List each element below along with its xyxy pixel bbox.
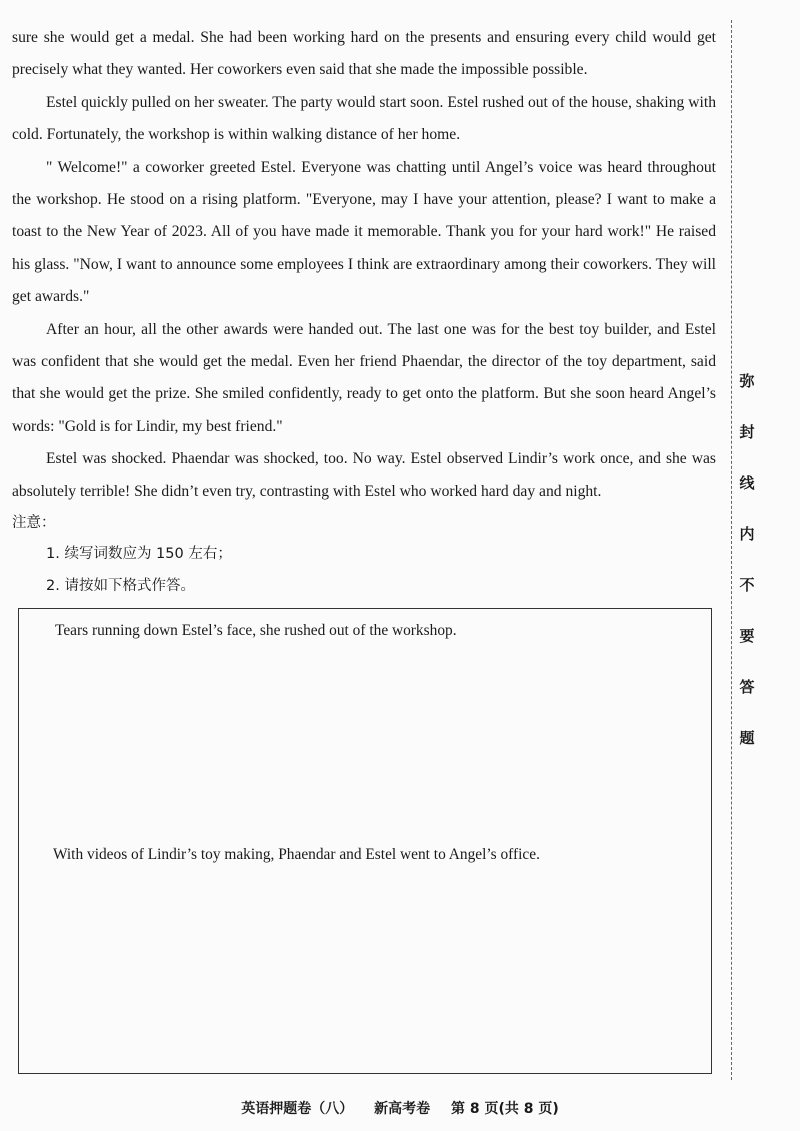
paragraph-opening-1: Tears running down Estel’s face, she rushed out of the workshop. (55, 622, 457, 639)
seal-dashed-line (731, 20, 732, 1080)
story-paragraph: sure she would get a medal. She had been working hard on the presents and ensuring every child would get precisely what they wanted. Her coworkers even said that she made the impossible possible. (12, 29, 716, 79)
seal-char: 要 (739, 627, 755, 645)
footer-page-number: 第 8 页(共 8 页) (450, 1101, 559, 1117)
note-item: 1. 续写词数应为 150 左右； (46, 546, 232, 562)
notes-title: 注意： (12, 515, 56, 531)
story-paragraph: After an hour, all the other awards were handed out. The last one was for the best toy builder, and Estel was confident that she would get the medal. Even her friend Phaendar, the director of the toy department, said that she would get the prize. She smiled confidently, ready to get onto the platform. But she soon heard Angel’s words: "Gold is for Lindir, my best friend." (12, 320, 716, 435)
footer-series: 新高考卷 (374, 1101, 431, 1117)
notes-section (12, 508, 712, 602)
seal-char: 封 (739, 423, 755, 441)
seal-char: 不 (739, 576, 755, 594)
story-paragraph: Estel was shocked. Phaendar was shocked, too. No way. Estel observed Lindir’s work once, and she was absolutely terrible! She didn’t even try, contrasting with Estel who worked hard day and night. (12, 450, 716, 500)
note-item: 2. 请按如下格式作答。 (46, 578, 195, 594)
story-paragraph: " Welcome!" a coworker greeted Estel. Everyone was chatting until Angel’s voice was heard throughout the workshop. He stood on a rising platform. "Everyone, may I have your attention, please? I want to make a toast to the New Year of 2023. All of you have made it memorable. Thank you for your hard work!" He raised his glass. "Now, I want to announce some employees I think are extraordinary among their coworkers. They will get awards." (12, 158, 716, 306)
paragraph-opening-2: With videos of Lindir’s toy making, Phaendar and Estel went to Angel’s office. (53, 846, 540, 863)
story-text (12, 22, 716, 508)
seal-warning (736, 370, 758, 778)
seal-char: 内 (739, 525, 755, 543)
seal-char: 弥 (739, 372, 755, 390)
footer-exam-title: 英语押题卷（八） (241, 1101, 354, 1117)
page-footer (0, 1098, 800, 1118)
answer-box[interactable] (18, 608, 712, 1074)
seal-char: 线 (739, 474, 755, 492)
seal-char: 题 (739, 729, 755, 747)
story-paragraph: Estel quickly pulled on her sweater. The party would start soon. Estel rushed out of the house, shaking with cold. Fortunately, the workshop is within walking distance of her home. (12, 93, 716, 144)
seal-char: 答 (739, 678, 755, 696)
